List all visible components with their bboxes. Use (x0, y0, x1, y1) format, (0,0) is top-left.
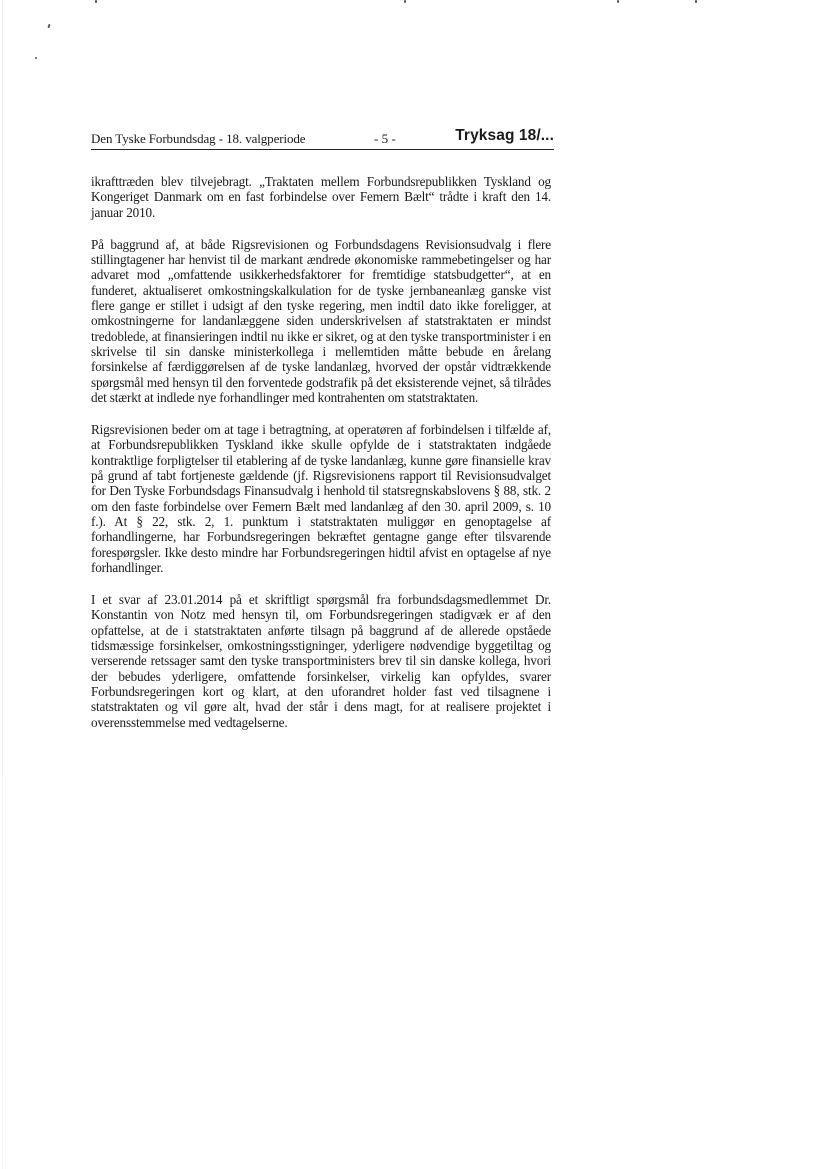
scan-speck (617, 0, 619, 3)
paragraph: Rigsrevisionen beder om at tage i betragtning, at operatøren af forbindelsen i tilfælde af, at Forbundsrepublikken Tyskland ikke skulle opfylde de i statstraktaten indgåede kontraktlige forpligtelser til etablering af de tyske landanlæg, kunne gøre finansielle krav på grund af tabt fortjeneste gældende (jf. Rigsrevisionens rapport til Revisionsudvalget for Den Tyske Forbundsdags Finansudvalg i henhold til statsregnskabslovens § 88, stk. 2 om den faste forbindelse over Femern Bælt med landanlæg af den 30. april 2009, s. 10 f.). At § 22, stk. 2, 1. punktum i statstraktaten muliggør en genoptagelse af forhandlingerne, har Forbundsregeringen bekræftet gentagne gange efter tilsvarende forespørgsler. Ikke desto mindre har Forbundsregeringen hidtil afvist en optagelse af nye forhandlinger. (91, 422, 551, 575)
page-header (91, 127, 554, 150)
paragraph: ikrafttræden blev tilvejebragt. „Traktaten mellem Forbundsrepublikken Tyskland og Kongeriget Danmark om en fast forbindelse over Femern Bælt“ trådte i kraft den 14. januar 2010. (91, 174, 551, 220)
paragraph: På baggrund af, at både Rigsrevisionen og Forbundsdagens Revisionsudvalg i flere stillingtagener har henvist til de markant ændrede økonomiske rammebetingelser og har advaret mod „omfattende usikkerhedsfaktorer for fremtidige statsbudgetter“, at en funderet, aktualiseret omkostningskalkulation for de tyske jernbaneanlæg ganske vist flere gange er stillet i udsigt af den tyske regering, men indtil dato ikke foreligger, at omkostningerne for landanlæggene siden underskrivelsen af statstraktaten er mindst tredoblede, at finansieringen indtil nu ikke er sikret, og at den tyske transportminister i en skrivelse til sin danske ministerkollega i mellemtiden måtte bebude en årelang forsinkelse af færdiggørelsen af de tyske landanlæg, hvorved der opstår vidtrækkende spørgsmål med hensyn til den forventede godstrafik på det eksisterende vejnet, så tilrådes det stærkt at indlede nye forhandlinger med kontrahenten om statstraktaten. (91, 236, 551, 405)
scan-speck (47, 24, 50, 28)
header-document-label: Tryksag 18/... (455, 127, 554, 144)
scan-speck (695, 0, 697, 3)
scan-speck (35, 57, 37, 59)
paragraph: I et svar af 23.01.2014 på et skriftligt spørgsmål fra forbundsdagsmedlemmet Dr. Konstantin von Notz med hensyn til, om Forbundsregeringen stadigvæk er af den opfattelse, at de i statstraktaten anførte tilsagn på baggrund af de allerede opståede tidsmæssige forsinkelser, omkostningsstigninger, yderligere nødvendige byggetiltag og verserende retssager samt den tyske transportministers brev til sin danske kollega, hvori der bebudes yderligere, omfattende forsinkelser, virkelig kan opfyldes, svarer Forbundsregeringen kort og klart, at den uforandret holder fast ved tilsagnene i statstraktaten og vil gøre alt, hvad der står i dens magt, for at realisere projektet i overensstemmelse med vedtagelserne. (91, 592, 551, 730)
header-publication: Den Tyske Forbundsdag - 18. valgperiode (91, 131, 306, 146)
scan-speck (404, 0, 406, 3)
document-body (91, 174, 551, 747)
scan-edge (2, 0, 3, 1169)
scan-speck (95, 0, 97, 3)
header-page-number: - 5 - (374, 131, 396, 146)
